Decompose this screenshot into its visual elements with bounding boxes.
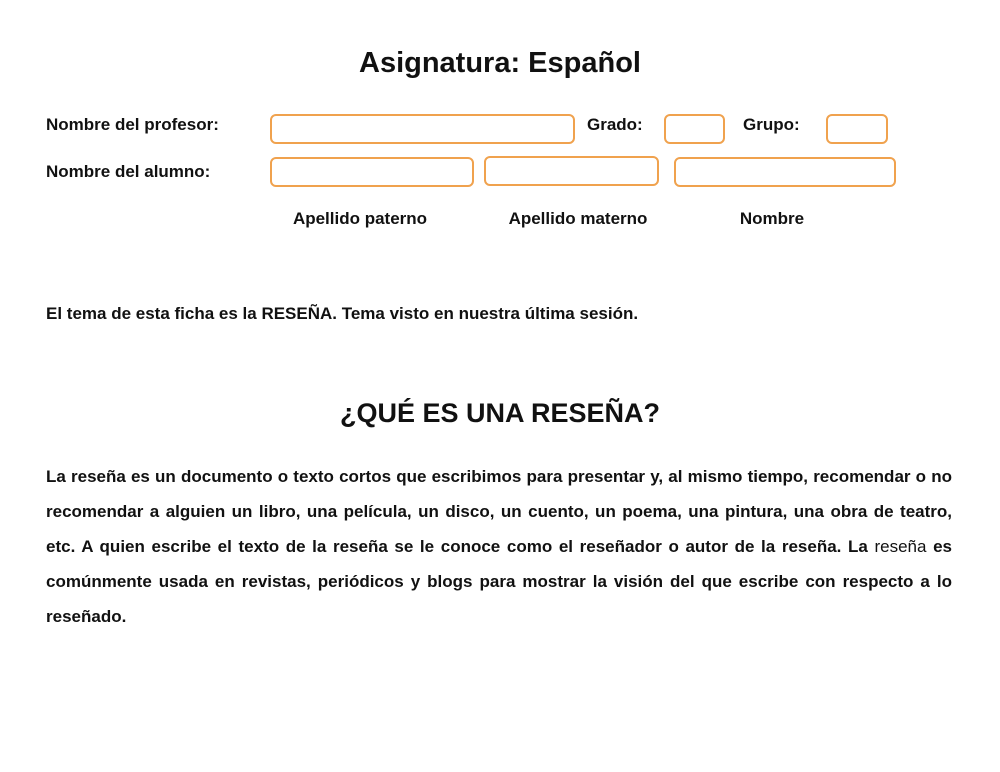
group-label: Grupo: (743, 115, 800, 134)
student-first-name-input[interactable] (674, 157, 896, 187)
definition-paragraph (46, 459, 952, 634)
maternal-surname-caption: Apellido materno (508, 209, 648, 228)
group-input[interactable] (826, 114, 888, 144)
paternal-surname-caption: Apellido paterno (292, 209, 428, 228)
paternal-surname-input[interactable] (270, 157, 474, 187)
first-name-caption: Nombre (739, 209, 805, 228)
maternal-surname-input[interactable] (484, 156, 659, 186)
section-heading: ¿QUÉ ES UNA RESEÑA? (339, 398, 661, 428)
student-label: Nombre del alumno: (46, 162, 211, 181)
grade-input[interactable] (664, 114, 725, 144)
paragraph-highlight-word: reseña (874, 537, 927, 556)
paragraph-part-3: es comúnmente usada en revistas, periódicos y blogs para mostrar la visión del que escribe con respecto a lo reseñado. (46, 537, 952, 626)
grade-label: Grado: (587, 115, 643, 134)
teacher-label: Nombre del profesor: (46, 115, 219, 134)
page-title: Asignatura: Español (359, 47, 641, 79)
topic-intro: El tema de esta ficha es la RESEÑA. Tema visto en nuestra última sesión. (46, 304, 639, 323)
paragraph-part-1: La reseña es un documento o texto cortos que escribimos para presentar y, al mismo tiempo, recomendar o no recomendar a alguien un libro, una película, un disco, un cuento, un poema, una pintura, una obra de teatro, etc. A quien escribe el texto de la reseña se le conoce como el reseñador o autor de la reseña. La (46, 467, 952, 556)
teacher-name-input[interactable] (270, 114, 575, 144)
